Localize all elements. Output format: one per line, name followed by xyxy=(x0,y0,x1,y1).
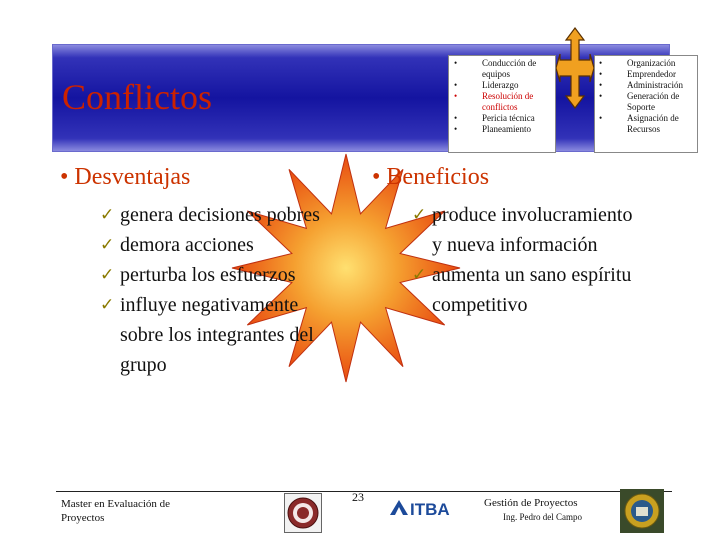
itba-logo-icon xyxy=(388,497,468,519)
beneficio-item: ✓ aumenta un sano espíritu competitivo xyxy=(412,260,644,320)
skill-item: • Pericia técnica xyxy=(454,113,554,124)
skill-item: • Planeamiento xyxy=(454,124,554,135)
footer-master-text: Master en Evaluación de Proyectos xyxy=(61,498,171,524)
desventaja-item: ✓ genera decisiones pobres xyxy=(100,200,340,230)
desventajas-list xyxy=(100,200,340,380)
professor-name: Ing. Pedro del Campo xyxy=(503,512,582,522)
svg-text:ITBA: ITBA xyxy=(410,500,450,519)
institution-emblem-icon xyxy=(620,489,664,533)
slide-title: Conflictos xyxy=(62,77,212,117)
skill-item-highlight: • Resolución de conflictos xyxy=(454,91,554,113)
page-number: 23 xyxy=(352,490,364,504)
skill-item: • Administración xyxy=(599,80,695,91)
beneficios-list xyxy=(412,200,644,320)
desventaja-item: ✓ influye negativamente sobre los integrantes del grupo xyxy=(100,290,340,380)
skill-item: • Organización xyxy=(599,58,695,69)
skill-item: • Conducción de equipos xyxy=(454,58,554,80)
skills-list-left xyxy=(454,58,554,135)
skill-item: • Emprendedor xyxy=(599,69,695,80)
university-seal-icon xyxy=(284,493,322,533)
skill-item: • Liderazgo xyxy=(454,80,554,91)
skills-list-right xyxy=(599,58,695,135)
beneficio-item: ✓ produce involucramiento y nueva información xyxy=(412,200,644,260)
course-name: Gestión de Proyectos xyxy=(484,497,578,509)
footer-divider xyxy=(56,491,672,492)
beneficios-heading: • Beneficios xyxy=(372,164,489,191)
four-way-arrow-icon xyxy=(556,26,594,110)
desventaja-item: ✓ demora acciones xyxy=(100,230,340,260)
skill-item: • Asignación de Recursos xyxy=(599,113,695,135)
desventajas-heading: • Desventajas xyxy=(60,164,190,191)
desventaja-item: ✓ perturba los esfuerzos xyxy=(100,260,340,290)
skill-item: • Generación de Soporte xyxy=(599,91,695,113)
